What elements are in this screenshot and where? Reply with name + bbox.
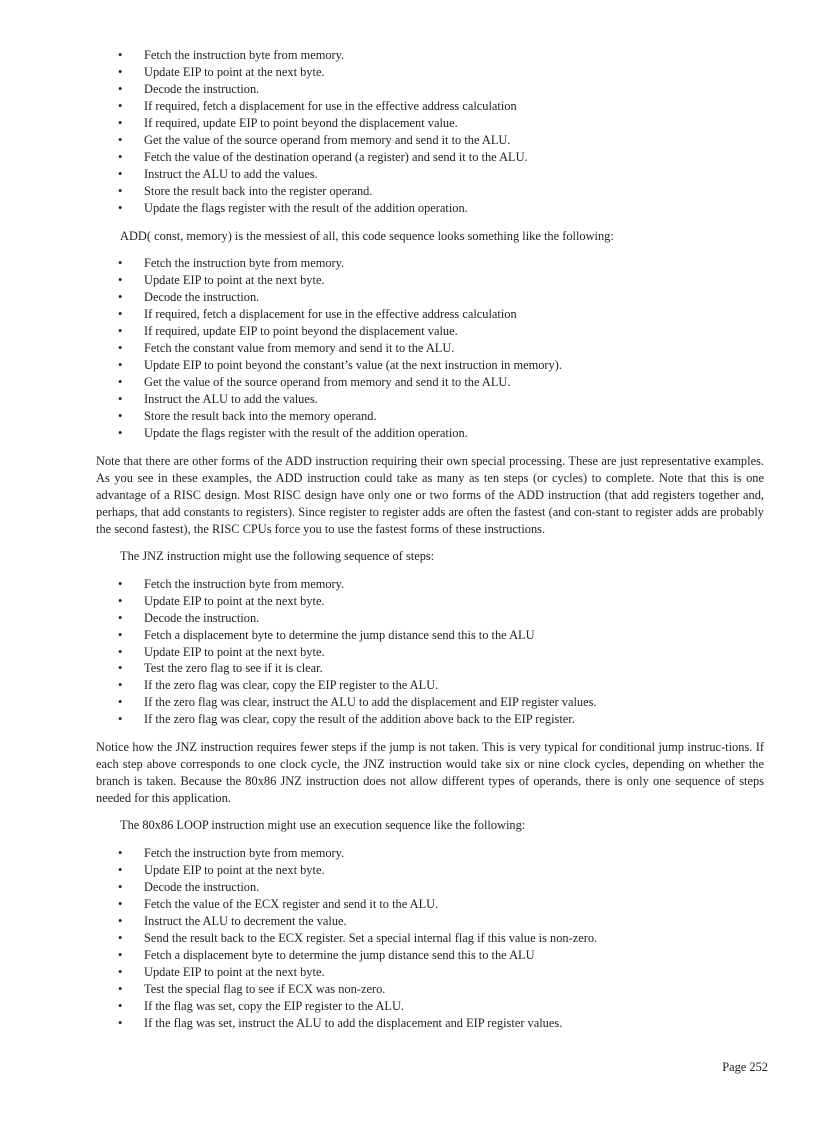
list-item xyxy=(96,374,764,391)
list-item xyxy=(96,947,764,964)
list-item-text: Get the value of the source operand from memory and send it to the ALU. xyxy=(144,132,511,147)
list-item xyxy=(96,845,764,862)
bullet-icon: • xyxy=(118,200,123,215)
list-item xyxy=(96,930,764,947)
bullet-icon: • xyxy=(118,576,123,591)
list-item xyxy=(96,47,764,64)
list-item xyxy=(96,1015,764,1032)
bullet-icon: • xyxy=(118,896,123,911)
list-item-text: If the flag was set, instruct the ALU to add the displacement and EIP register values. xyxy=(144,1015,563,1030)
list-item xyxy=(96,200,764,217)
list-item-text: Fetch the value of the destination operand (a register) and send it to the ALU. xyxy=(144,149,528,164)
list-item-text: Store the result back into the register operand. xyxy=(144,183,373,198)
bullet-icon: • xyxy=(118,64,123,79)
list-item-text: Update EIP to point at the next byte. xyxy=(144,862,325,877)
list-item-text: Update EIP to point at the next byte. xyxy=(144,644,325,659)
list-item-text: Fetch the value of the ECX register and send it to the ALU. xyxy=(144,896,439,911)
bullet-icon: • xyxy=(118,947,123,962)
list-item xyxy=(96,289,764,306)
list-item-text: Send the result back to the ECX register. Set a special internal flag if this value is non-zero. xyxy=(144,930,598,945)
list-item-text: If required, update EIP to point beyond the displacement value. xyxy=(144,115,458,130)
bullet-icon: • xyxy=(118,981,123,996)
bullet-icon: • xyxy=(118,678,123,693)
list-item xyxy=(96,913,764,930)
bullet-icon: • xyxy=(118,913,123,928)
list-item-text: If the flag was set, copy the EIP register to the ALU. xyxy=(144,998,405,1013)
list-item-text: If the zero flag was clear, copy the result of the addition above back to the EIP register. xyxy=(144,712,575,727)
list-item-text: Decode the instruction. xyxy=(144,610,260,625)
bullet-icon: • xyxy=(118,307,123,322)
bullet-icon: • xyxy=(118,998,123,1013)
list-item-text: Get the value of the source operand from memory and send it to the ALU. xyxy=(144,375,511,390)
list-item-text: Fetch the instruction byte from memory. xyxy=(144,846,345,861)
add-const-mem-intro: ADD( const, memory) is the messiest of all, this code sequence looks something like the following: xyxy=(120,228,614,243)
list-item xyxy=(96,306,764,323)
bullet-icon: • xyxy=(118,183,123,198)
bullet-icon: • xyxy=(118,661,123,676)
list-item-text: Instruct the ALU to decrement the value. xyxy=(144,913,347,928)
list-item xyxy=(96,64,764,81)
bullet-icon: • xyxy=(118,290,123,305)
list-item-text: Test the special flag to see if ECX was non-zero. xyxy=(144,981,386,996)
bullet-icon: • xyxy=(118,409,123,424)
list-item-text: Store the result back into the memory operand. xyxy=(144,409,377,424)
list-item xyxy=(96,272,764,289)
list-item xyxy=(96,964,764,981)
list-item-text: Test the zero flag to see if it is clear. xyxy=(144,661,323,676)
list-item xyxy=(96,862,764,879)
list-item-text: Update EIP to point at the next byte. xyxy=(144,593,325,608)
list-item-text: Update EIP to point at the next byte. xyxy=(144,64,325,79)
list-item-text: Update the flags register with the result of the addition operation. xyxy=(144,200,468,215)
bullet-icon: • xyxy=(118,375,123,390)
jnz-steps xyxy=(96,576,764,729)
list-item xyxy=(96,593,764,610)
list-item-text: Fetch the instruction byte from memory. xyxy=(144,256,345,271)
list-item-text: If the zero flag was clear, instruct the ALU to add the displacement and EIP register values. xyxy=(144,695,597,710)
list-item xyxy=(96,81,764,98)
bullet-icon: • xyxy=(118,256,123,271)
list-item xyxy=(96,879,764,896)
list-item-text: Instruct the ALU to add the values. xyxy=(144,166,318,181)
list-item xyxy=(96,183,764,200)
page-number: Page 252 xyxy=(722,1060,768,1074)
list-item-text: If required, fetch a displacement for use in the effective address calculation xyxy=(144,307,517,322)
list-item xyxy=(96,576,764,593)
list-item-text: Update the flags register with the result of the addition operation. xyxy=(144,426,468,441)
list-item xyxy=(96,115,764,132)
bullet-icon: • xyxy=(118,712,123,727)
jnz-intro: The JNZ instruction might use the following sequence of steps: xyxy=(120,548,435,563)
bullet-icon: • xyxy=(118,98,123,113)
bullet-icon: • xyxy=(118,324,123,339)
add-forms-paragraph: Note that there are other forms of the ADD instruction requiring their own special processing. These are just representative examples. As you see in these examples, the ADD instruction could take as many as ten steps (or cycles) to complete. Note that this is one advantage of a RISC design. Most RISC design have only one or two forms of the ADD instruction (that add registers together and, perhaps, that add constants to registers). Since register to register adds are often the fastest (and con-stant to register adds are probably the second fastest), the RISC CPUs force you to use the fastest forms of these instructions. xyxy=(96,453,764,536)
list-item xyxy=(96,981,764,998)
bullet-icon: • xyxy=(118,627,123,642)
bullet-icon: • xyxy=(118,695,123,710)
list-item xyxy=(96,255,764,272)
bullet-icon: • xyxy=(118,166,123,181)
list-item xyxy=(96,998,764,1015)
list-item-text: If required, fetch a displacement for use in the effective address calculation xyxy=(144,98,517,113)
list-item-text: Decode the instruction. xyxy=(144,879,260,894)
bullet-icon: • xyxy=(118,149,123,164)
list-item xyxy=(96,896,764,913)
bullet-icon: • xyxy=(118,132,123,147)
list-item-text: Fetch the instruction byte from memory. xyxy=(144,48,345,62)
list-item xyxy=(96,408,764,425)
list-item xyxy=(96,149,764,166)
bullet-icon: • xyxy=(118,392,123,407)
list-item xyxy=(96,166,764,183)
bullet-icon: • xyxy=(118,610,123,625)
bullet-icon: • xyxy=(118,644,123,659)
list-item-text: If the zero flag was clear, copy the EIP register to the ALU. xyxy=(144,678,439,693)
list-item-text: Update EIP to point at the next byte. xyxy=(144,964,325,979)
jnz-paragraph: Notice how the JNZ instruction requires fewer steps if the jump is not taken. This is very typical for conditional jump instruc-tions. If each step above corresponds to one clock cycle, the JNZ instruction would take six or nine clock cycles, depending on whether the branch is taken. Because the 80x86 JNZ instruction does not allow different types of operands, there is only one sequence of steps needed for this application. xyxy=(96,740,764,806)
bullet-icon: • xyxy=(118,930,123,945)
bullet-icon: • xyxy=(118,426,123,441)
list-item-text: If required, update EIP to point beyond the displacement value. xyxy=(144,324,458,339)
list-item xyxy=(96,425,764,442)
list-item-text: Decode the instruction. xyxy=(144,290,260,305)
bullet-icon: • xyxy=(118,341,123,356)
list-item xyxy=(96,627,764,644)
list-item xyxy=(96,357,764,374)
list-item xyxy=(96,323,764,340)
bullet-icon: • xyxy=(118,846,123,861)
bullet-icon: • xyxy=(118,358,123,373)
page-content xyxy=(96,47,764,1032)
list-item xyxy=(96,644,764,661)
list-item-text: Update EIP to point at the next byte. xyxy=(144,273,325,288)
add-reg-mem-steps xyxy=(96,47,764,217)
list-item xyxy=(96,694,764,711)
bullet-icon: • xyxy=(118,862,123,877)
list-item xyxy=(96,98,764,115)
loop-steps xyxy=(96,845,764,1031)
loop-intro: The 80x86 LOOP instruction might use an execution sequence like the following: xyxy=(120,818,526,833)
bullet-icon: • xyxy=(118,879,123,894)
list-item xyxy=(96,610,764,627)
bullet-icon: • xyxy=(118,964,123,979)
list-item xyxy=(96,132,764,149)
list-item xyxy=(96,660,764,677)
bullet-icon: • xyxy=(118,273,123,288)
list-item xyxy=(96,340,764,357)
bullet-icon: • xyxy=(118,48,123,62)
list-item-text: Update EIP to point beyond the constant’s value (at the next instruction in memory). xyxy=(144,358,562,373)
list-item-text: Fetch a displacement byte to determine the jump distance send this to the ALU xyxy=(144,627,535,642)
add-const-mem-steps xyxy=(96,255,764,441)
bullet-icon: • xyxy=(118,1015,123,1030)
bullet-icon: • xyxy=(118,81,123,96)
list-item xyxy=(96,677,764,694)
bullet-icon: • xyxy=(118,115,123,130)
list-item-text: Fetch the instruction byte from memory. xyxy=(144,576,345,591)
list-item-text: Instruct the ALU to add the values. xyxy=(144,392,318,407)
list-item-text: Fetch a displacement byte to determine the jump distance send this to the ALU xyxy=(144,947,535,962)
list-item xyxy=(96,711,764,728)
list-item xyxy=(96,391,764,408)
list-item-text: Fetch the constant value from memory and send it to the ALU. xyxy=(144,341,455,356)
list-item-text: Decode the instruction. xyxy=(144,81,260,96)
bullet-icon: • xyxy=(118,593,123,608)
